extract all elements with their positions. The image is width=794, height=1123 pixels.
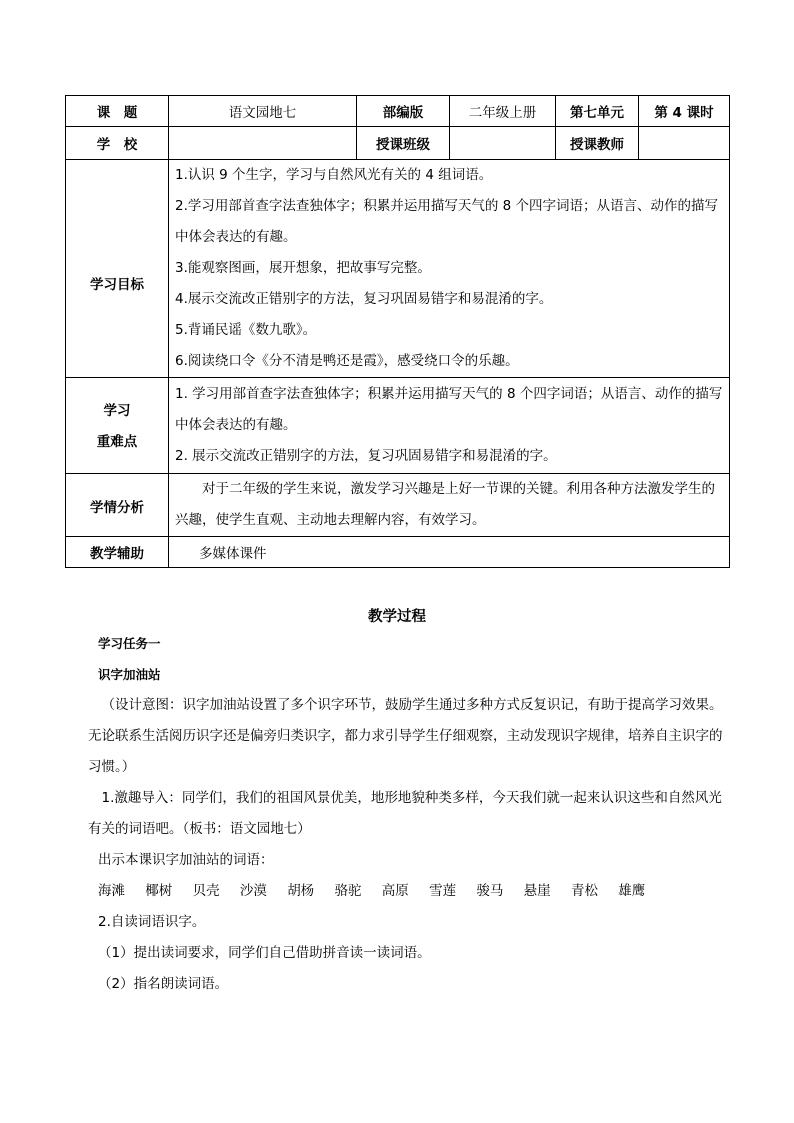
step-1: 1.激趣导入：同学们，我们的祖国风景优美，地形地貌种类多样，今天我们就一起来认识这些和自然风光有关的词语吧。（板书：语文园地七） xyxy=(88,790,722,837)
word-item: 雄鹰 xyxy=(618,883,646,899)
goal-item: 4.展示交流改正错别字的方法，复习巩固易错字和易混淆的字。 xyxy=(175,291,553,307)
lesson-cell: 第 4 课时 xyxy=(639,96,730,127)
word-item: 雪莲 xyxy=(429,883,457,899)
word-item: 胡杨 xyxy=(287,883,315,899)
goals-body xyxy=(169,160,730,378)
step-2-1: （1）提出读词要求，同学们自己借助拼音读一读词语。 xyxy=(98,945,431,961)
word-item: 椰树 xyxy=(145,883,173,899)
process-content xyxy=(88,628,734,1000)
word-list xyxy=(98,876,734,907)
design-intent: （设计意图：识字加油站设置了多个识字环节，鼓励学生通过多种方式反复识记，有助于提高学习效果。无论联系生活阅历识字还是偏旁归类识字，都力求引导学生仔细观察，主动发现识字规律，培养自主识字的习惯。） xyxy=(88,697,723,775)
row-key-points xyxy=(66,378,730,474)
word-item: 海滩 xyxy=(98,883,125,899)
step-2-2: （2）指名朗读词语。 xyxy=(98,976,229,992)
row-school xyxy=(66,127,730,160)
goal-item: 2.学习用部首查字法查独体字；积累并运用描写天气的 8 个四字词语；从语言、动作的描写中体会表达的有趣。 xyxy=(175,198,719,245)
word-item: 悬崖 xyxy=(523,883,551,899)
word-item: 贝壳 xyxy=(192,883,220,899)
step-2: 2.自读词语识字。 xyxy=(98,914,206,930)
analysis-text: 对于二年级的学生来说，激发学习兴趣是上好一节课的关键。利用各种方法激发学生的兴趣，使学生直观、主动地去理解内容，有效学习。 xyxy=(175,481,715,528)
show-words-intro: 出示本课识字加油站的词语： xyxy=(98,852,274,868)
teacher-value xyxy=(639,127,730,160)
word-item: 青松 xyxy=(570,883,598,899)
key-point-item: 2. 展示交流改正错别字的方法，复习巩固易错字和易混淆的字。 xyxy=(175,448,557,464)
key-points-label xyxy=(66,378,169,474)
school-value xyxy=(169,127,357,160)
analysis-label: 学情分析 xyxy=(66,474,169,537)
teacher-label: 授课教师 xyxy=(556,127,639,160)
row-aids xyxy=(66,537,730,568)
word-item: 高原 xyxy=(381,883,409,899)
goal-item: 6.阅读绕口令《分不清是鸭还是霞》，感受绕口令的乐趣。 xyxy=(175,353,519,369)
topic-label: 课 题 xyxy=(66,96,169,127)
edition-cell: 部编版 xyxy=(357,96,450,127)
row-goals xyxy=(66,160,730,378)
goals-label: 学习目标 xyxy=(66,160,169,378)
row-analysis xyxy=(66,474,730,537)
goal-item: 5.背诵民谣《数九歌》。 xyxy=(175,322,317,338)
key-points-body xyxy=(169,378,730,474)
key-point-item: 1. 学习用部首查字法查独体字；积累并运用描写天气的 8 个四字词语；从语言、动作的描写中体会表达的有趣。 xyxy=(175,386,723,433)
word-item: 沙漠 xyxy=(239,883,267,899)
goal-item: 1.认识 9 个生字，学习与自然风光有关的 4 组词语。 xyxy=(175,167,493,183)
word-item: 骏马 xyxy=(476,883,504,899)
key-points-label-line1: 学习 xyxy=(103,402,131,419)
row-topic xyxy=(66,96,730,127)
goal-item: 3.能观察图画，展开想象，把故事写完整。 xyxy=(175,260,431,276)
section-title: 教学过程 xyxy=(368,609,426,625)
task-heading: 学习任务一 xyxy=(98,636,161,651)
grade-cell: 二年级上册 xyxy=(450,96,556,127)
class-value xyxy=(450,127,556,160)
class-label: 授课班级 xyxy=(357,127,450,160)
analysis-body xyxy=(169,474,730,537)
aids-label: 教学辅助 xyxy=(66,537,169,568)
unit-cell: 第七单元 xyxy=(556,96,639,127)
aids-value: 多媒体课件 xyxy=(169,537,730,568)
key-points-label-line2: 重难点 xyxy=(96,433,138,450)
topic-value: 语文园地七 xyxy=(169,96,357,127)
school-label: 学 校 xyxy=(66,127,169,160)
section-heading: 识字加油站 xyxy=(98,667,161,682)
lesson-info-table xyxy=(65,95,730,568)
word-item: 骆驼 xyxy=(334,883,362,899)
